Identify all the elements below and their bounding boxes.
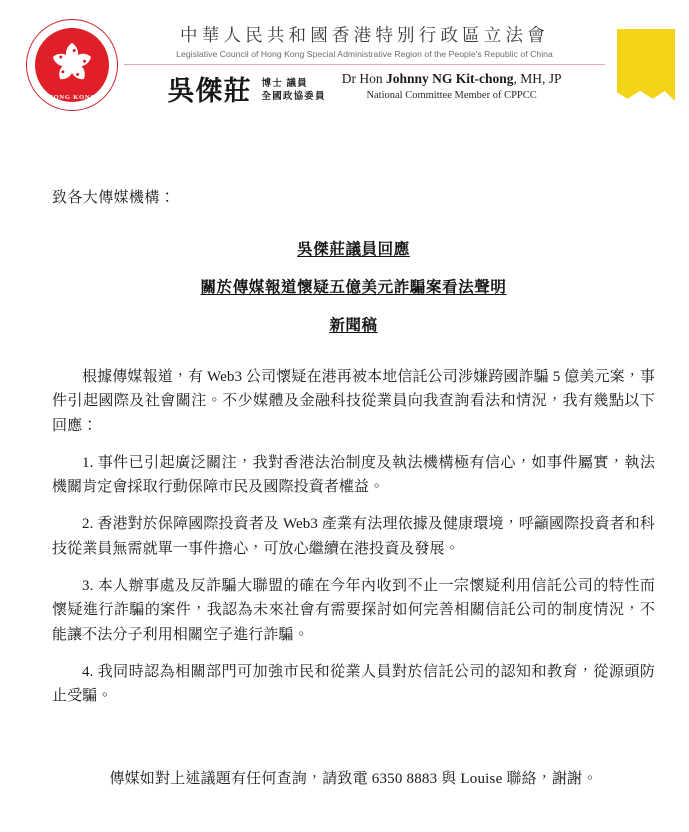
point-item-1: 1. 事件已引起廣泛關注，我對香港法治制度及執法機構極有信心，如事件屬實，執法機關肯定會採取行動保障市民及國際投資者權益。 (52, 454, 655, 496)
title-block (52, 237, 655, 335)
title-line-1: 吳傑莊議員回應 (297, 241, 410, 258)
member-name-en-bold: Johnny NG Kit-chong (385, 71, 514, 87)
point-item-3: 3. 本人辦事處及反詐騙大聯盟的確在今年內收到不止一宗懷疑利用信託公司的特性而懷疑進行詐騙的案件，我認為未來社會有需要探討如何完善相關信託公司的制度情況，不能讓不法分子利用相關空子進行詐騙。 (52, 578, 655, 643)
council-name-cn: 中華人民共和國香港特別行政區立法會 (180, 25, 549, 46)
point-item-4: 4. 我同時認為相關部門可加強市民和從業人員對於信託公司的認知和教育，從源頭防止受騙。 (52, 663, 655, 705)
letterhead-divider (124, 64, 605, 65)
member-title-en: National Committee Member of CPPCC (366, 90, 537, 102)
member-identity-en (342, 71, 562, 105)
council-name-en: Legislative Council of Hong Kong Special Administrative Region of the People's Republic of China (176, 49, 553, 60)
legco-emblem-icon (617, 29, 675, 101)
hong-kong-regional-emblem-icon (26, 19, 118, 111)
member-name-en-suffix: , MH, JP (513, 71, 562, 87)
salutation: 致各大傳媒機構： (52, 190, 176, 206)
closing-contact-line: 傳媒如對上述議題有任何查詢，請致電 6350 8883 與 Louise 聯絡，謝謝。 (109, 770, 598, 787)
member-name-en (342, 71, 562, 88)
member-title-cn (262, 78, 326, 105)
point-item-2: 2. 香港對於保障國際投資者及 Web3 產業有法理依據及健康環境，呼籲國際投資者和科技從業員無需就單一事件擔心，可放心繼續在港投資及發展。 (52, 516, 655, 557)
emblem-ring-label: HONG KONG (47, 94, 97, 101)
legco-flag-shape (617, 29, 675, 101)
member-title-cn-line2: 全國政協委員 (261, 91, 326, 102)
svg-text:中華人民共和國香港特別行政區: 中華人民共和國香港特別行政區 (37, 30, 107, 65)
title-line-2: 關於傳媒報道懷疑五億美元詐騙案看法聲明 (200, 279, 507, 296)
lead-paragraph: 根據傳媒報道，有 Web3 公司懷疑在港再被本地信託公司涉嫌跨國詐騙 5 億美元案，事件引起國際及社會關注。不少媒體及金融科技從業員向我查詢看法和情況，我有幾點以下回應： (52, 369, 655, 434)
member-title-cn-line1: 博士 議員 (261, 79, 308, 90)
letterhead-center-block (118, 25, 611, 105)
member-identity-row (124, 71, 605, 105)
member-name-cn: 吳傑莊 (167, 75, 252, 106)
letterhead (0, 0, 689, 130)
title-line-3: 新聞稿 (329, 317, 378, 334)
member-name-en-prefix: Dr Hon (341, 71, 386, 87)
document-body (0, 186, 689, 788)
